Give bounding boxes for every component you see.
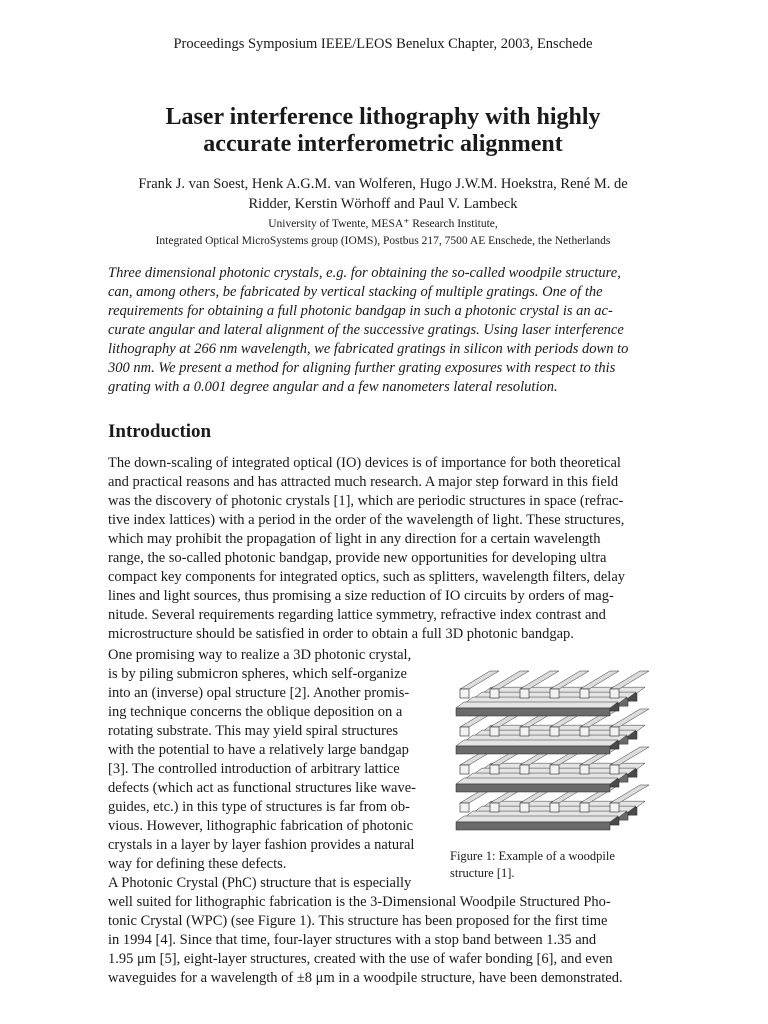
body-line: range, the so-called photonic bandgap, provide new opportunities for developing ultra <box>108 550 607 566</box>
intro-paragraph-1 <box>108 454 658 644</box>
figure-1 <box>450 654 658 845</box>
abstract <box>108 264 658 397</box>
body-line: microstructure should be satisfied in order to obtain a full 3D photonic bandgap. <box>108 626 574 642</box>
affiliation-line: University of Twente, MESA⁺ Research Institute, <box>268 218 498 230</box>
body-line: [3]. The controlled introduction of arbitrary lattice <box>108 761 400 777</box>
paper-page <box>108 0 658 1024</box>
body-line: into an (inverse) opal structure [2]. Another promis- <box>108 685 410 701</box>
body-line: and practical reasons and has attracted much research. A major step forward in this field <box>108 474 619 490</box>
author-line: Frank J. van Soest, Henk A.G.M. van Wolferen, Hugo J.W.M. Hoekstra, René M. de <box>138 176 628 192</box>
body-line: A Photonic Crystal (PhC) structure that is especially <box>108 875 412 891</box>
body-line: rotating substrate. This may yield spiral structures <box>108 723 399 739</box>
abstract-line: curate angular and lateral alignment of the successive gratings. Using laser interference <box>108 322 624 338</box>
body-line: lines and light sources, thus promising a size reduction of IO circuits by orders of mag- <box>108 588 614 604</box>
woodpile-structure-image <box>450 654 658 840</box>
abstract-line: lithography at 266 nm wavelength, we fabricated gratings in silicon with periods down to <box>108 341 629 357</box>
body-line: guides, etc.) in this type of structures is far from ob- <box>108 799 411 815</box>
body-line: 1.95 μm [5], eight-layer structures, created with the use of wafer bonding [6], and even <box>108 951 613 967</box>
caption-line: structure [1]. <box>450 866 515 880</box>
body-line: nitude. Several requirements regarding lattice symmetry, refractive index contrast and <box>108 607 606 623</box>
author-line: Ridder, Kerstin Wörhoff and Paul V. Lambeck <box>248 196 518 212</box>
abstract-line: Three dimensional photonic crystals, e.g. for obtaining the so-called woodpile structure, <box>108 265 621 281</box>
intro-paragraph-2 <box>108 646 438 874</box>
body-line: tive index lattices) with a period in the order of the wavelength of light. These structures, <box>108 512 625 528</box>
section-heading-introduction: Introduction <box>108 421 212 442</box>
body-line: The down-scaling of integrated optical (IO) devices is of importance for both theoretical <box>108 455 621 471</box>
body-line: crystals in a layer by layer fashion provides a natural <box>108 837 415 853</box>
body-line: was the discovery of photonic crystals [1], which are periodic structures in space (refrac- <box>108 493 624 509</box>
body-line: well suited for lithographic fabrication is the 3-Dimensional Woodpile Structured Pho- <box>108 894 611 910</box>
abstract-line: can, among others, be fabricated by vertical stacking of multiple gratings. One of the <box>108 284 603 300</box>
paper-title <box>108 104 658 158</box>
affiliation-line: Integrated Optical MicroSystems group (IOMS), Postbus 217, 7500 AE Enschede, the Netherlands <box>155 235 611 247</box>
figure-1-caption <box>450 848 658 882</box>
body-line: ing technique concerns the oblique deposition on a <box>108 704 403 720</box>
running-head: Proceedings Symposium IEEE/LEOS Benelux Chapter, 2003, Enschede <box>173 36 593 52</box>
body-line: compact key components for integrated optics, such as splitters, wavelength filters, delay <box>108 569 626 585</box>
body-line: way for defining these defects. <box>108 856 287 872</box>
body-line: tonic Crystal (WPC) (see Figure 1). This structure has been proposed for the first time <box>108 913 608 929</box>
body-line: which may prohibit the propagation of light in any direction for a certain wavelength <box>108 531 601 547</box>
abstract-line: grating with a 0.001 degree angular and a few nanometers lateral resolution. <box>108 379 558 395</box>
body-line: in 1994 [4]. Since that time, four-layer structures with a stop band between 1.35 and <box>108 932 597 948</box>
body-line: waveguides for a wavelength of ±8 μm in a woodpile structure, have been demonstrated. <box>108 970 623 986</box>
body-line: with the potential to have a relatively large bandgap <box>108 742 409 758</box>
body-line: is by piling submicron spheres, which self-organize <box>108 666 407 682</box>
title-line: Laser interference lithography with highly <box>165 104 601 130</box>
body-line: vious. However, lithographic fabrication of photonic <box>108 818 414 834</box>
abstract-line: 300 nm. We present a method for aligning further grating exposures with respect to this <box>108 360 616 376</box>
title-line: accurate interferometric alignment <box>203 131 563 157</box>
intro-paragraph-3 <box>108 874 658 988</box>
author-list <box>108 174 658 214</box>
body-line: defects (which act as functional structures like wave- <box>108 780 416 796</box>
abstract-line: requirements for obtaining a full photonic bandgap in such a photonic crystal is an ac- <box>108 303 613 319</box>
caption-line: Figure 1: Example of a woodpile <box>450 849 615 863</box>
body-line: One promising way to realize a 3D photonic crystal, <box>108 647 412 663</box>
